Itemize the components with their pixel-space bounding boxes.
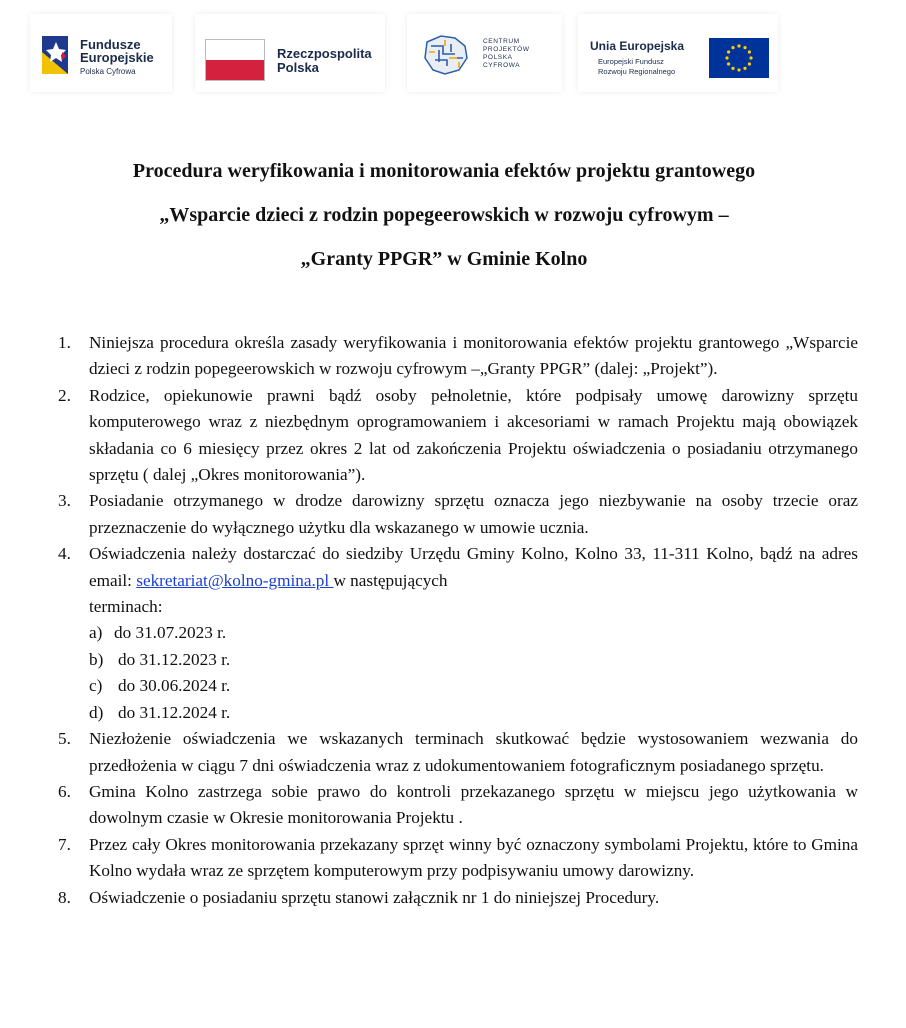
- list-item: [58, 779, 858, 832]
- fundusze-line3: Polska Cyfrowa: [80, 67, 136, 76]
- logo-rzeczpospolita: [195, 14, 385, 92]
- centrum-line1: CENTRUM: [483, 38, 520, 45]
- eu-funds-star-icon: [40, 34, 74, 78]
- item-number: 6.: [58, 781, 71, 801]
- list-item: [58, 383, 858, 489]
- deadline-item: [89, 700, 858, 726]
- item-text-line3: terminach:: [89, 597, 163, 617]
- list-item: [58, 541, 858, 726]
- item-number: 4.: [58, 544, 71, 564]
- item-text: Posiadanie otrzymanego w drodze darowizny sprzętu oznacza jego niezbywanie na osoby trzecie oraz przeznaczenie do wyłącznego użytku dla wskazanego w umowie ucznia.: [89, 491, 858, 537]
- item-text: Gmina Kolno zastrzega sobie prawo do kontroli przekazanego sprzętu w miejscu jego użytkowania w dowolnym czasie w Okresie monitorowania Projektu .: [89, 781, 858, 828]
- deadline-date: do 31.12.2023 r.: [118, 649, 231, 669]
- item-number: 5.: [58, 729, 71, 749]
- ue-line1: Unia Europejska: [590, 39, 685, 53]
- logo-fundusze-europejskie: [30, 14, 172, 92]
- centrum-line3: POLSKA: [483, 54, 513, 61]
- logo-bar: [30, 14, 790, 94]
- logo-centrum-projektow: [407, 14, 562, 92]
- item-number: 7.: [58, 834, 71, 854]
- item-text: Niezłożenie oświadczenia we wskazanych terminach skutkować będzie wystosowaniem wezwania do przedłożenia w ciągu 7 dni oświadczenia wraz z udokumentowaniem fotograficznym posiadanego sprzętu.: [89, 729, 858, 775]
- deadline-item: [89, 673, 858, 699]
- document-title-line3: „Granty PPGR” w Gminie Kolno: [300, 248, 588, 270]
- item-text: Oświadczenie o posiadaniu sprzętu stanowi załącznik nr 1 do niniejszej Procedury.: [89, 887, 660, 907]
- deadline-date: do 31.07.2023 r.: [114, 623, 227, 643]
- centrum-line4: CYFROWA: [483, 62, 521, 69]
- deadline-letter: a): [89, 623, 103, 643]
- rzeczpospolita-line1: Rzeczpospolita: [277, 46, 372, 61]
- item-number: 1.: [58, 333, 71, 352]
- fundusze-line2: Europejskie: [80, 50, 154, 65]
- list-item: [58, 885, 858, 911]
- ue-line3: Rozwoju Regionalnego: [598, 67, 676, 76]
- deadline-date: do 31.12.2024 r.: [118, 702, 231, 722]
- list-item: [58, 488, 858, 541]
- item-number: 2.: [58, 385, 71, 405]
- item-number: 3.: [58, 491, 71, 511]
- item-text: Niniejsza procedura określa zasady weryfikowania i monitorowania efektów projektu grantowego „Wsparcie dzieci z rodzin popegeerowskich w rozwoju cyfrowym –„Granty PPGR” (dalej: „Projekt”).: [89, 333, 858, 379]
- document-title-line1: Procedura weryfikowania i monitorowania efektów projektu grantowego: [132, 160, 756, 182]
- list-item: [58, 726, 858, 779]
- list-item: [58, 330, 858, 383]
- rzeczpospolita-line2: Polska: [277, 60, 319, 75]
- document-title-line2: „Wsparcie dzieci z rodzin popegeerowskich w rozwoju cyfrowym –: [159, 204, 729, 226]
- item-text-after: w następujących: [333, 570, 448, 590]
- item-text: Przez cały Okres monitorowania przekazany sprzęt winny być oznaczony symbolami Projektu, które to Gmina Kolno wydała wraz ze sprzętem komputerowym przy podpisywaniu umowy darowizny.: [89, 834, 858, 881]
- item-number: 8.: [58, 887, 71, 907]
- fundusze-line1: Fundusze: [80, 37, 141, 52]
- deadline-letter: b): [89, 649, 104, 669]
- procedure-list: [58, 330, 858, 911]
- eu-flag-icon: [709, 38, 769, 78]
- list-item: [58, 832, 858, 885]
- ue-line2: Europejski Fundusz: [598, 57, 664, 66]
- deadline-letter: d): [89, 702, 104, 722]
- deadline-letter: c): [89, 676, 103, 696]
- deadline-date: do 30.06.2024 r.: [118, 676, 231, 696]
- deadline-item: [89, 647, 858, 673]
- email-link[interactable]: sekretariat@kolno-gmina.pl: [136, 570, 334, 590]
- centrum-line2: PROJEKTÓW: [483, 46, 530, 53]
- item-text: Oświadczenia należy dostarczać do siedziby Urzędu Gminy Kolno, Kolno 33, 11-311 Kolno, bądź na adres email:: [89, 544, 858, 590]
- polish-flag-icon: [205, 39, 265, 81]
- item-text: Rodzice, opiekunowie prawni bądź osoby pełnoletnie, które podpisały umowę darowizny sprzętu komputerowego wraz z niezbędnym oprogramowaniem i akcesoriami w ramach Projektu mają obowiązek składania co 6 miesięcy przez okres 2 lat od zakończenia Projektu oświadczenia o posiadaniu otrzymanego sprzętu ( dalej „Okres monitorowania”).: [89, 385, 858, 485]
- deadline-item: [89, 620, 858, 646]
- logo-unia-europejska: [578, 14, 778, 92]
- circuit-map-icon: [421, 32, 471, 76]
